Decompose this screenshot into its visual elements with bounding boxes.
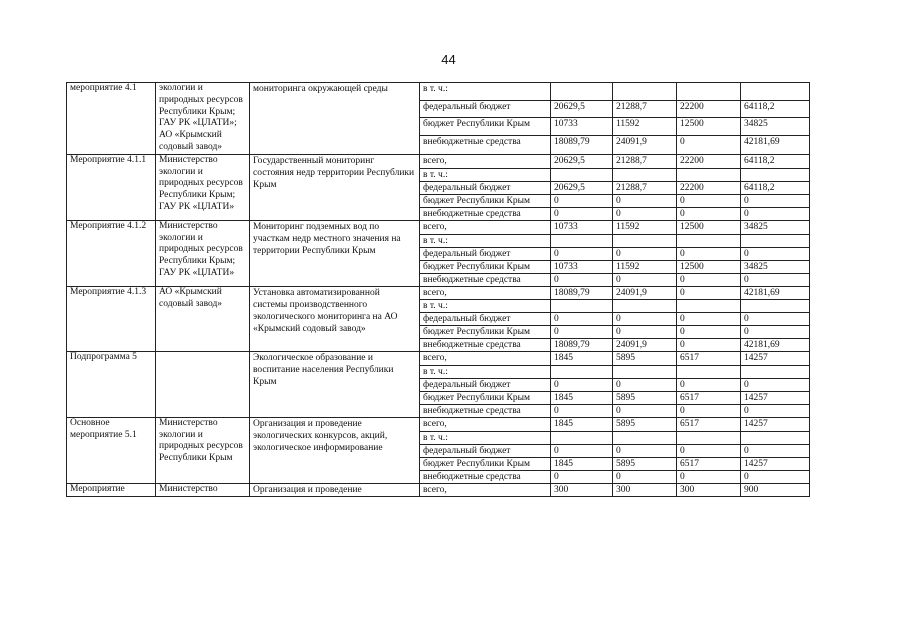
amount-cell: 0 (551, 247, 613, 260)
amount-cell: 18089,79 (551, 286, 613, 299)
amount-cell (613, 431, 677, 444)
amount-cell: 10733 (551, 118, 613, 136)
amount-cell (677, 299, 741, 312)
funding-source-cell: всего, (420, 351, 551, 365)
amount-cell: 12500 (677, 118, 741, 136)
description-cell: Государственный мониторинг состояния недр территории Республики Крым (250, 154, 420, 220)
amount-cell: 0 (741, 378, 810, 391)
funding-source-cell: федеральный бюджет (420, 100, 551, 118)
funding-source-cell: всего, (420, 286, 551, 299)
amount-cell: 14257 (741, 391, 810, 404)
executor-cell: АО «Крымский содовый завод» (156, 286, 250, 351)
amount-cell (741, 83, 810, 101)
funding-source-cell: всего, (420, 483, 551, 496)
funding-source-cell: внебюджетные средства (420, 207, 551, 220)
amount-cell: 20629,5 (551, 100, 613, 118)
amount-cell: 0 (613, 273, 677, 286)
amount-cell: 0 (741, 207, 810, 220)
amount-cell: 0 (551, 207, 613, 220)
amount-cell: 0 (741, 312, 810, 325)
amount-cell: 11592 (613, 118, 677, 136)
amount-cell (551, 168, 613, 181)
amount-cell: 34825 (741, 118, 810, 136)
amount-cell: 14257 (741, 417, 810, 431)
amount-cell: 0 (741, 325, 810, 338)
funding-source-cell: внебюджетные средства (420, 273, 551, 286)
amount-cell: 0 (677, 286, 741, 299)
amount-cell: 0 (741, 247, 810, 260)
amount-cell: 0 (741, 194, 810, 207)
amount-cell (551, 83, 613, 101)
amount-cell: 10733 (551, 220, 613, 234)
funding-source-cell: в т. ч.: (420, 168, 551, 181)
amount-cell: 0 (613, 470, 677, 483)
funding-source-cell: в т. ч.: (420, 83, 551, 101)
amount-cell: 0 (741, 444, 810, 457)
executor-cell: Министерство (156, 483, 250, 496)
amount-cell: 42181,69 (741, 135, 810, 154)
amount-cell: 0 (741, 404, 810, 417)
amount-cell: 0 (677, 194, 741, 207)
amount-cell: 0 (613, 325, 677, 338)
amount-cell: 0 (613, 312, 677, 325)
executor-cell: экологии и природных ресурсов Республики Крым; ГАУ РК «ЦЛАТИ»; АО «Крымский содовый завод» (156, 83, 250, 155)
amount-cell: 64118,2 (741, 154, 810, 168)
amount-cell: 0 (677, 338, 741, 351)
funding-source-cell: бюджет Республики Крым (420, 325, 551, 338)
amount-cell: 0 (551, 470, 613, 483)
amount-cell: 0 (613, 404, 677, 417)
funding-source-cell: федеральный бюджет (420, 181, 551, 194)
amount-cell: 0 (551, 273, 613, 286)
amount-cell (741, 299, 810, 312)
funding-source-cell: федеральный бюджет (420, 312, 551, 325)
amount-cell (551, 431, 613, 444)
description-cell: мониторинга окружающей среды (250, 83, 420, 155)
amount-cell: 5895 (613, 417, 677, 431)
description-cell: Экологическое образование и воспитание населения Республики Крым (250, 351, 420, 417)
funding-source-cell: в т. ч.: (420, 234, 551, 247)
amount-cell: 21288,7 (613, 100, 677, 118)
amount-cell: 0 (677, 378, 741, 391)
amount-cell: 20629,5 (551, 181, 613, 194)
amount-cell: 14257 (741, 457, 810, 470)
funding-source-cell: в т. ч.: (420, 431, 551, 444)
executor-cell (156, 351, 250, 417)
amount-cell: 0 (677, 135, 741, 154)
amount-cell: 0 (613, 207, 677, 220)
funding-source-cell: внебюджетные средства (420, 338, 551, 351)
amount-cell: 6517 (677, 351, 741, 365)
table-row (67, 83, 810, 101)
amount-cell: 0 (677, 325, 741, 338)
table-row (67, 351, 810, 365)
table-row (67, 286, 810, 299)
program-name-cell: Мероприятие (67, 483, 156, 496)
amount-cell: 22200 (677, 100, 741, 118)
budget-table (66, 82, 810, 497)
executor-cell: Министерство экологии и природных ресурсов Республики Крым; ГАУ РК «ЦЛАТИ» (156, 154, 250, 220)
funding-source-cell: бюджет Республики Крым (420, 391, 551, 404)
amount-cell: 0 (677, 444, 741, 457)
amount-cell: 6517 (677, 391, 741, 404)
amount-cell (613, 83, 677, 101)
amount-cell (613, 168, 677, 181)
amount-cell: 12500 (677, 260, 741, 273)
amount-cell: 0 (677, 470, 741, 483)
amount-cell: 0 (551, 378, 613, 391)
amount-cell: 24091,9 (613, 135, 677, 154)
amount-cell: 18089,79 (551, 338, 613, 351)
amount-cell: 34825 (741, 260, 810, 273)
amount-cell (741, 234, 810, 247)
amount-cell (551, 365, 613, 378)
funding-source-cell: всего, (420, 220, 551, 234)
funding-source-cell: внебюджетные средства (420, 135, 551, 154)
executor-cell: Министерство экологии и природных ресурсов Республики Крым (156, 417, 250, 483)
amount-cell (677, 365, 741, 378)
amount-cell: 12500 (677, 220, 741, 234)
amount-cell: 0 (613, 194, 677, 207)
amount-cell: 0 (741, 470, 810, 483)
amount-cell: 10733 (551, 260, 613, 273)
funding-source-cell: бюджет Республики Крым (420, 194, 551, 207)
funding-source-cell: бюджет Республики Крым (420, 118, 551, 136)
amount-cell: 5895 (613, 457, 677, 470)
table-row (67, 220, 810, 234)
amount-cell (677, 168, 741, 181)
funding-source-cell: бюджет Республики Крым (420, 457, 551, 470)
amount-cell: 1845 (551, 351, 613, 365)
amount-cell: 11592 (613, 220, 677, 234)
description-cell: Организация и проведение (250, 483, 420, 496)
amount-cell: 300 (613, 483, 677, 496)
amount-cell: 6517 (677, 417, 741, 431)
amount-cell: 1845 (551, 391, 613, 404)
amount-cell: 14257 (741, 351, 810, 365)
description-cell: Организация и проведение экологических конкурсов, акций, экологическое информирование (250, 417, 420, 483)
amount-cell: 21288,7 (613, 154, 677, 168)
table-row (67, 154, 810, 168)
program-name-cell: Подпрограмма 5 (67, 351, 156, 417)
funding-source-cell: в т. ч.: (420, 365, 551, 378)
amount-cell: 0 (677, 207, 741, 220)
program-name-cell: Основное мероприятие 5.1 (67, 417, 156, 483)
amount-cell: 0 (551, 312, 613, 325)
amount-cell: 1845 (551, 457, 613, 470)
amount-cell: 300 (677, 483, 741, 496)
amount-cell: 0 (551, 404, 613, 417)
funding-source-cell: всего, (420, 154, 551, 168)
amount-cell: 0 (551, 444, 613, 457)
funding-source-cell: федеральный бюджет (420, 378, 551, 391)
description-cell: Установка автоматизированной системы производственного экологического мониторинга на АО «Крымский содовый завод» (250, 286, 420, 351)
amount-cell (677, 83, 741, 101)
amount-cell: 0 (613, 247, 677, 260)
funding-source-cell: федеральный бюджет (420, 444, 551, 457)
amount-cell: 34825 (741, 220, 810, 234)
amount-cell: 0 (677, 273, 741, 286)
amount-cell (741, 168, 810, 181)
funding-source-cell: федеральный бюджет (420, 247, 551, 260)
amount-cell: 42181,69 (741, 286, 810, 299)
amount-cell: 42181,69 (741, 338, 810, 351)
funding-source-cell: бюджет Республики Крым (420, 260, 551, 273)
amount-cell: 0 (741, 273, 810, 286)
amount-cell: 300 (551, 483, 613, 496)
funding-source-cell: в т. ч.: (420, 299, 551, 312)
amount-cell: 22200 (677, 154, 741, 168)
amount-cell (741, 431, 810, 444)
table-row (67, 417, 810, 431)
amount-cell (677, 234, 741, 247)
program-name-cell: Мероприятие 4.1.2 (67, 220, 156, 286)
amount-cell: 0 (613, 444, 677, 457)
amount-cell: 5895 (613, 391, 677, 404)
amount-cell (741, 365, 810, 378)
amount-cell: 0 (677, 404, 741, 417)
amount-cell (677, 431, 741, 444)
amount-cell: 64118,2 (741, 181, 810, 194)
amount-cell: 900 (741, 483, 810, 496)
amount-cell: 5895 (613, 351, 677, 365)
program-name-cell: Мероприятие 4.1.1 (67, 154, 156, 220)
amount-cell: 0 (551, 325, 613, 338)
amount-cell: 0 (677, 247, 741, 260)
amount-cell: 24091,9 (613, 286, 677, 299)
description-cell: Мониторинг подземных вод по участкам недр местного значения на территории Республики Крым (250, 220, 420, 286)
amount-cell: 6517 (677, 457, 741, 470)
amount-cell (551, 234, 613, 247)
funding-source-cell: внебюджетные средства (420, 470, 551, 483)
amount-cell: 20629,5 (551, 154, 613, 168)
amount-cell (551, 299, 613, 312)
amount-cell: 21288,7 (613, 181, 677, 194)
table-row (67, 483, 810, 496)
amount-cell: 24091,9 (613, 338, 677, 351)
amount-cell (613, 234, 677, 247)
amount-cell: 11592 (613, 260, 677, 273)
funding-source-cell: внебюджетные средства (420, 404, 551, 417)
amount-cell: 1845 (551, 417, 613, 431)
program-name-cell: Мероприятие 4.1.3 (67, 286, 156, 351)
amount-cell: 0 (551, 194, 613, 207)
funding-source-cell: всего, (420, 417, 551, 431)
amount-cell (613, 365, 677, 378)
executor-cell: Министерство экологии и природных ресурсов Республики Крым; ГАУ РК «ЦЛАТИ» (156, 220, 250, 286)
amount-cell: 64118,2 (741, 100, 810, 118)
program-name-cell: мероприятие 4.1 (67, 83, 156, 155)
amount-cell: 0 (677, 312, 741, 325)
page-number: 44 (441, 52, 456, 67)
amount-cell: 22200 (677, 181, 741, 194)
amount-cell: 18089,79 (551, 135, 613, 154)
amount-cell (613, 299, 677, 312)
amount-cell: 0 (613, 378, 677, 391)
